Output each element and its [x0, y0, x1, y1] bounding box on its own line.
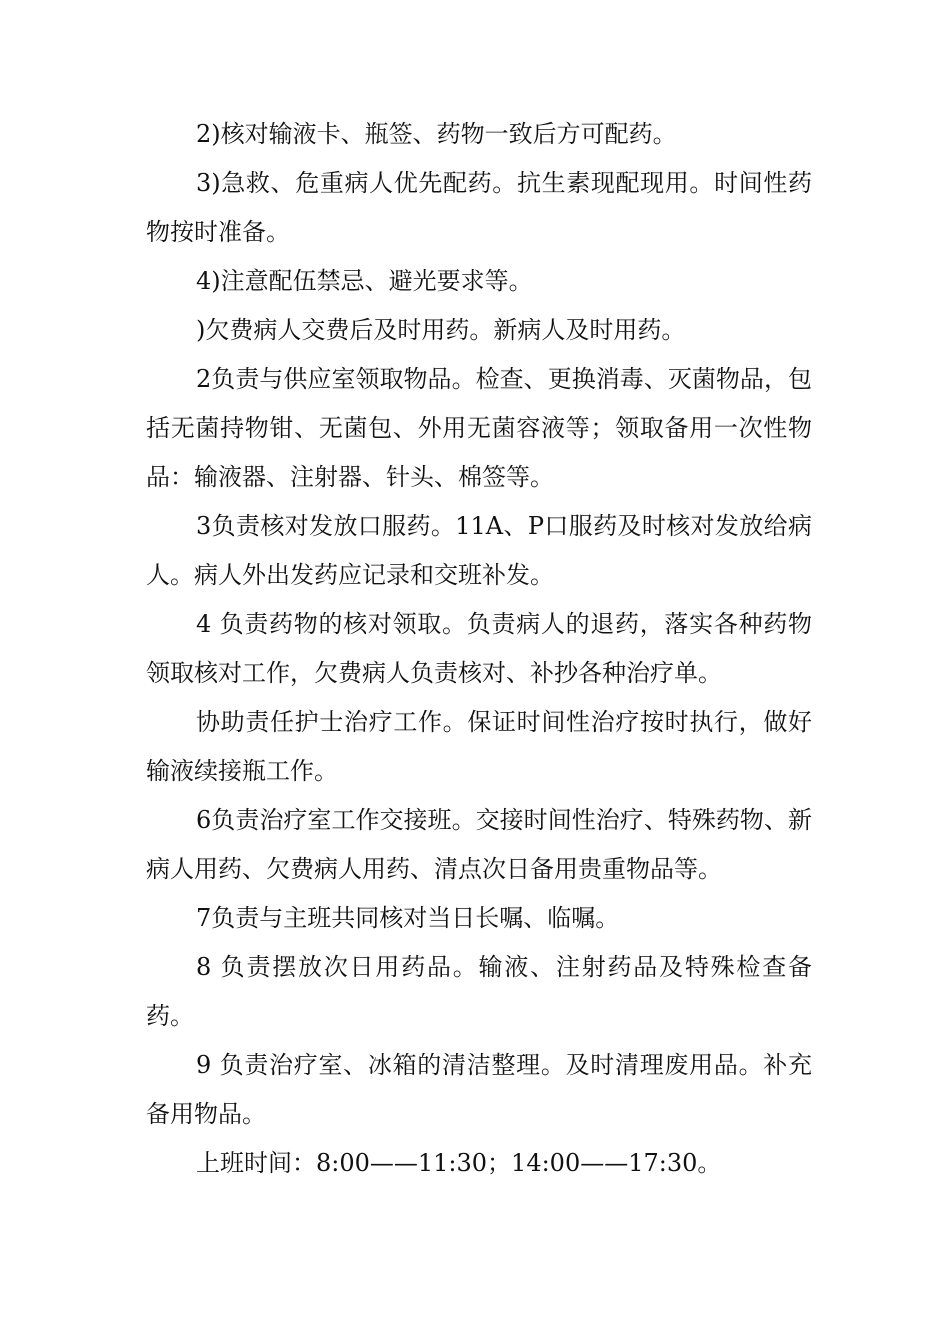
paragraph-drug-collection: 4 负责药物的核对领取。负责病人的退药，落实各种药物领取核对工作，欠费病人负责核对、补抄各种治疗单。	[146, 610, 812, 687]
paragraph-arrears-patients: )欠费病人交费后及时用药。新病人及时用药。	[196, 316, 686, 344]
paragraph-verify-orders: 7负责与主班共同核对当日长嘱、临嘱。	[196, 904, 620, 932]
paragraph-compatibility: 4)注意配伍禁忌、避光要求等。	[196, 267, 533, 295]
paragraph-assist-nurse: 协助责任护士治疗工作。保证时间性治疗按时执行，做好输液续接瓶工作。	[146, 708, 812, 785]
paragraph-cleaning: 9 负责治疗室、冰箱的清洁整理。及时清理废用品。补充备用物品。	[146, 1051, 812, 1128]
paragraph-supply-room: 2负责与供应室领取物品。检查、更换消毒、灭菌物品，包括无菌持物钳、无菌包、外用无菌容液等；领取备用一次性物品：输液器、注射器、针头、棉签等。	[146, 365, 812, 491]
paragraph-emergency-priority: 3)急救、危重病人优先配药。抗生素现配现用。时间性药物按时准备。	[146, 169, 812, 246]
document-body	[146, 110, 812, 1188]
paragraph-oral-medicine: 3负责核对发放口服药。11A、P口服药及时核对发放给病人。病人外出发药应记录和交班补发。	[146, 512, 812, 589]
paragraph-dispense-check: 2)核对输液卡、瓶签、药物一致后方可配药。	[196, 120, 677, 148]
paragraph-working-hours: 上班时间：8:00——11:30；14:00——17:30。	[196, 1149, 722, 1177]
paragraph-handover: 6负责治疗室工作交接班。交接时间性治疗、特殊药物、新病人用药、欠费病人用药、清点次日备用贵重物品等。	[146, 806, 812, 883]
paragraph-next-day-drugs: 8 负责摆放次日用药品。输液、注射药品及特殊检查备药。	[146, 953, 812, 1030]
